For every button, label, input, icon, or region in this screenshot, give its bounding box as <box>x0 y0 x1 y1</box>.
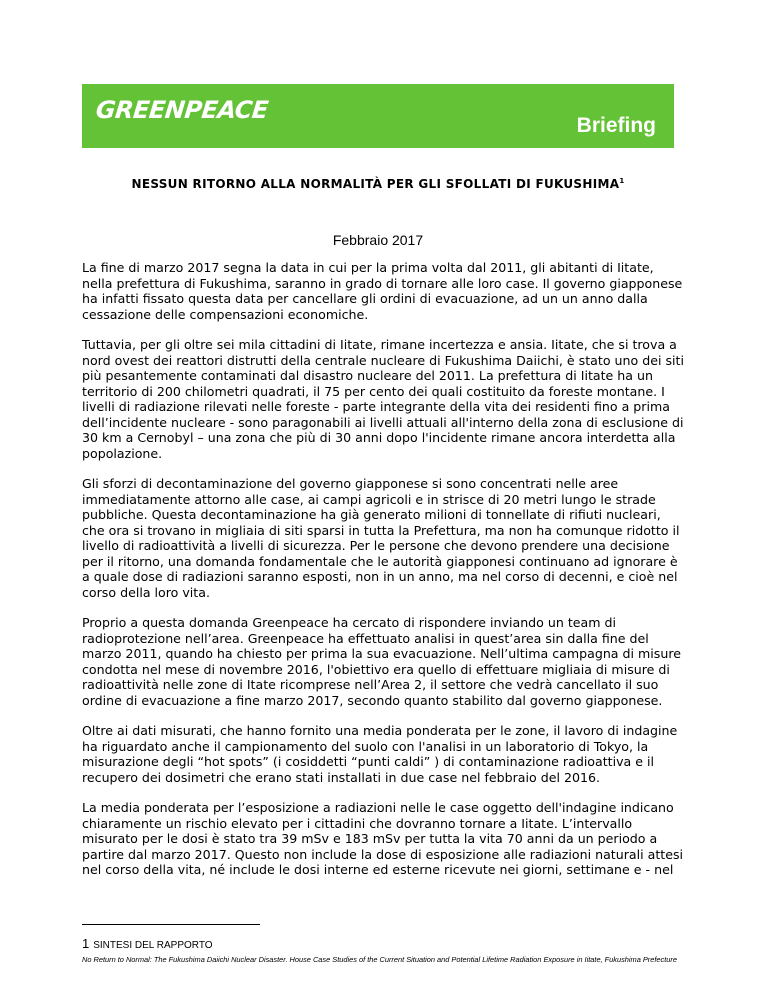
document-body <box>82 260 686 893</box>
paragraph: Oltre ai dati misurati, che hanno fornito una media ponderata per le zone, il lavoro di indagine ha riguardato anche il campionamento del suolo con l'analisi in un laboratorio di Tokyo, la misurazione degli “hot spots” (i cosiddetti “punti caldi” ) di contaminazione radioattiva e il recupero dei dosimetri che erano stati installati in due case nel febbraio del 2016. <box>82 723 678 785</box>
footnote-mark[interactable]: 1 <box>619 177 625 185</box>
paragraph: La media ponderata per l’esposizione a radiazioni nelle le case oggetto dell'indagine indicano chiaramente un rischio elevato per i cittadini che dovranno tornare a Iitate. L’intervallo misurato per le dosi è stato tra 39 mSv e 183 mSv per tutta la vita 70 anni da un periodo a partire dal marzo 2017. Questo non include la dose di esposizione alle radiazioni naturali attesi nel corso della vita, né include le dosi interne ed esterne ricevute nei giorni, settimane e - nel <box>82 800 684 877</box>
footnote-number: 1 <box>82 936 90 951</box>
header-banner <box>82 84 674 148</box>
title-text: NESSUN RITORNO ALLA NORMALITÀ PER GLI SFOLLATI DI FUKUSHIMA <box>131 177 620 191</box>
footnote-reference: No Return to Normal: The Fukushima Daiichi Nuclear Disaster. House Case Studies of the Current Situation and Potential Lifetime Radiation Exposure in Iitate, Fukushima Prefecture <box>82 955 677 964</box>
paragraph: Proprio a questa domanda Greenpeace ha cercato di rispondere inviando un team di radioprotezione nell’area. Greenpeace ha effettuato analisi in quest’area sin dalla fine del marzo 2011, quando ha chiesto per prima la sua evacuazione. Nell’ultima campagna di misure condotta nel mese di novembre 2016, l'obiettivo era quello di effettuare migliaia di misure di radioattività nelle zone di Itate ricomprese nell’Area 2, il settore che vedrà cancellato il suo ordine di evacuazione a fine marzo 2017, secondo quanto stabilito dal governo giapponese. <box>82 615 681 708</box>
paragraph: Gli sforzi di decontaminazione del governo giapponese si sono concentrati nelle aree immediatamente attorno alle case, ai campi agricoli e in strisce di 20 metri lungo le strade pubbliche. Questa decontaminazione ha già generato milioni di tonnellate di rifiuti nucleari, che ora si trovano in migliaia di siti sparsi in tutta la Prefettura, ma non ha comunque ridotto il livello di radioattività a livelli di sicurezza. Per le persone che devono prendere una decisione per il ritorno, una domanda fondamentale che le autorità giapponesi continuano ad ignorare è a quale dose di radiazioni saranno esposti, non in un anno, ma nel corso di decenni, e cioè nel corso della loro vita. <box>82 476 680 600</box>
document-date: Febbraio 2017 <box>332 232 424 248</box>
paragraph: La fine di marzo 2017 segna la data in cui per la prima volta dal 2011, gli abitanti di Iitate, nella prefettura di Fukushima, saranno in grado di tornare alle loro case. Il governo giapponese ha infatti fissato questa data per cancellare gli ordini di evacuazione, ad un un anno dalla cessazione delle compensazioni economiche. <box>82 260 683 322</box>
footnote-divider <box>82 924 260 925</box>
greenpeace-logo: GREENPEACE <box>94 96 270 124</box>
document-title <box>82 177 674 191</box>
briefing-label: Briefing <box>576 114 656 137</box>
paragraph: Tuttavia, per gli oltre sei mila cittadini di Iitate, rimane incertezza e ansia. Iitate, che si trova a nord ovest dei reattori distrutti della centrale nucleare di Fukushima Daiichi, è stato uno dei siti più pesantemente contaminati dal disastro nucleare del 2011. La prefettura di Iitate ha un territorio di 200 chilometri quadrati, il 75 per cento dei quali costituito da foreste montane. I livelli di radiazione rilevati nelle foreste - parte integrante della vita dei residenti fino a prima dell’incidente nucleare - sono paragonabili ai livelli attuali all'interno della zona di esclusione di 30 km a Cernobyl – una zona che più di 30 anni dopo l'incidente rimane ancora interdetta alla popolazione. <box>82 337 684 461</box>
footnote-heading-text: SINTESI DEL RAPPORTO <box>93 940 213 951</box>
footnote-heading <box>82 936 213 951</box>
